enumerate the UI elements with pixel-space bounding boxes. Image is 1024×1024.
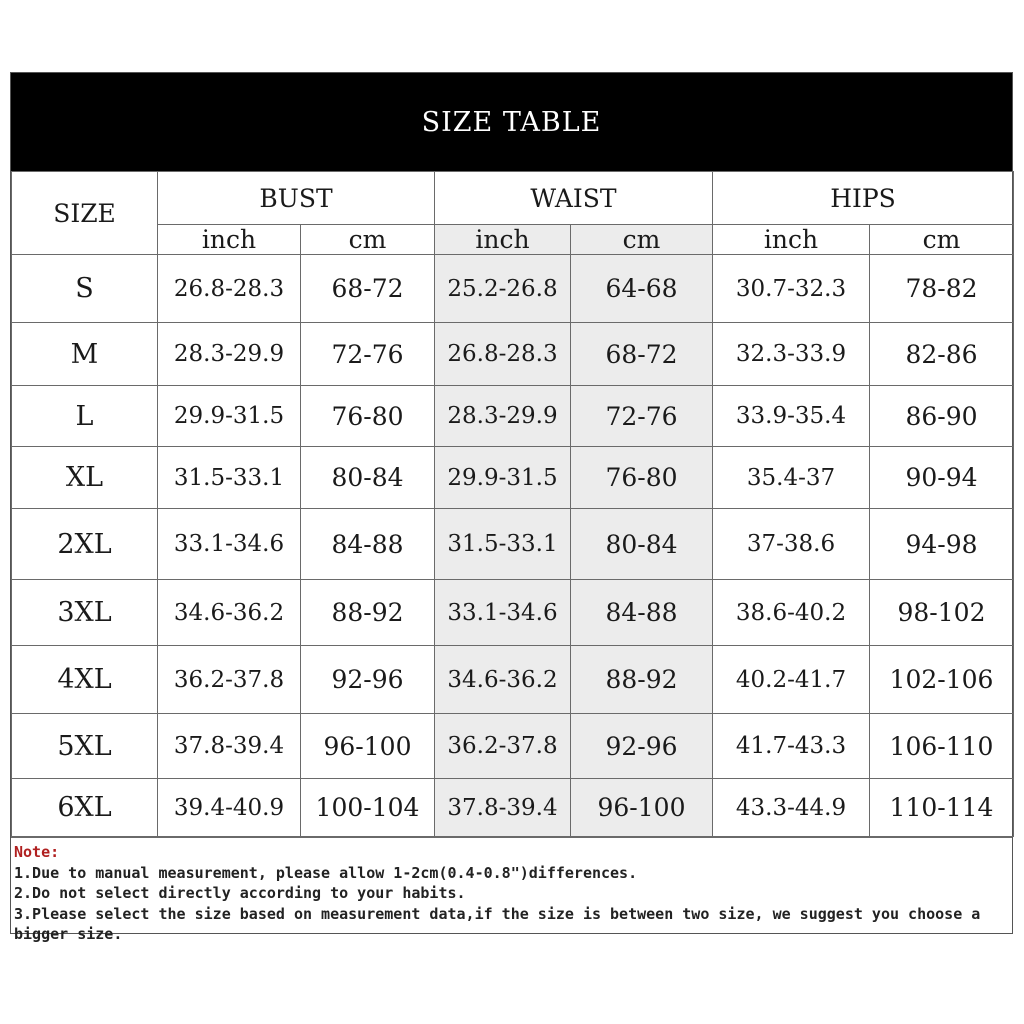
waist-inch-cell: 25.2-26.8	[435, 255, 571, 323]
size-table	[11, 171, 1014, 837]
bust-cm-cell: 88-92	[301, 580, 435, 646]
waist-inch-cell: 28.3-29.9	[435, 386, 571, 447]
waist-inch-cell: 33.1-34.6	[435, 580, 571, 646]
size-cell: 6XL	[12, 779, 158, 837]
waist-cm-cell: 76-80	[571, 447, 713, 509]
waist-inch-cell: 34.6-36.2	[435, 646, 571, 714]
waist-cm-cell: 72-76	[571, 386, 713, 447]
hips-cm-cell: 94-98	[870, 509, 1014, 580]
waist-cm-cell: 64-68	[571, 255, 713, 323]
waist-cm-cell: 80-84	[571, 509, 713, 580]
hips-cm-cell: 98-102	[870, 580, 1014, 646]
size-cell: 3XL	[12, 580, 158, 646]
unit-header-hips-inch: inch	[713, 225, 870, 255]
size-cell: S	[12, 255, 158, 323]
waist-cm-cell: 96-100	[571, 779, 713, 837]
note-line-3: 3.Please select the size based on measurement data,if the size is between two size, we suggest you choose a bigger size.	[14, 904, 990, 943]
table-row	[12, 386, 1014, 447]
table-row	[12, 323, 1014, 386]
table-row	[12, 255, 1014, 323]
hips-inch-cell: 37-38.6	[713, 509, 870, 580]
hips-cm-cell: 110-114	[870, 779, 1014, 837]
table-row	[12, 509, 1014, 580]
hips-cm-cell: 90-94	[870, 447, 1014, 509]
size-cell: 2XL	[12, 509, 158, 580]
table-row	[12, 779, 1014, 837]
table-row	[12, 447, 1014, 509]
hips-inch-cell: 33.9-35.4	[713, 386, 870, 447]
waist-inch-cell: 37.8-39.4	[435, 779, 571, 837]
waist-cm-cell: 84-88	[571, 580, 713, 646]
bust-inch-cell: 37.8-39.4	[158, 714, 301, 779]
note-line-2: 2.Do not select directly according to your habits.	[14, 884, 466, 902]
notes-section	[11, 837, 1012, 943]
bust-inch-cell: 31.5-33.1	[158, 447, 301, 509]
waist-inch-cell: 26.8-28.3	[435, 323, 571, 386]
unit-header-bust-inch: inch	[158, 225, 301, 255]
bust-cm-cell: 96-100	[301, 714, 435, 779]
note-line-1: 1.Due to manual measurement, please allow 1-2cm(0.4-0.8")differences.	[14, 863, 638, 882]
hips-inch-cell: 32.3-33.9	[713, 323, 870, 386]
table-row	[12, 646, 1014, 714]
hips-inch-cell: 38.6-40.2	[713, 580, 870, 646]
bust-cm-cell: 76-80	[301, 386, 435, 447]
size-cell: XL	[12, 447, 158, 509]
bust-inch-cell: 39.4-40.9	[158, 779, 301, 837]
bust-inch-cell: 28.3-29.9	[158, 323, 301, 386]
hips-inch-cell: 41.7-43.3	[713, 714, 870, 779]
waist-cm-cell: 68-72	[571, 323, 713, 386]
table-row	[12, 714, 1014, 779]
waist-inch-cell: 36.2-37.8	[435, 714, 571, 779]
unit-header-waist-inch: inch	[435, 225, 571, 255]
size-chart-frame	[10, 72, 1013, 943]
table-row	[12, 580, 1014, 646]
bust-group-header: BUST	[158, 172, 435, 225]
bust-inch-cell: 29.9-31.5	[158, 386, 301, 447]
bust-inch-cell: 34.6-36.2	[158, 580, 301, 646]
hips-cm-cell: 82-86	[870, 323, 1014, 386]
bust-cm-cell: 100-104	[301, 779, 435, 837]
notes-heading: Note:	[14, 843, 60, 861]
size-column-header: SIZE	[12, 172, 158, 255]
waist-inch-cell: 29.9-31.5	[435, 447, 571, 509]
hips-inch-cell: 35.4-37	[713, 447, 870, 509]
header-group-row	[12, 172, 1014, 225]
bust-cm-cell: 72-76	[301, 323, 435, 386]
hips-cm-cell: 106-110	[870, 714, 1014, 779]
waist-inch-cell: 31.5-33.1	[435, 509, 571, 580]
size-cell: L	[12, 386, 158, 447]
bust-inch-cell: 26.8-28.3	[158, 255, 301, 323]
waist-group-header: WAIST	[435, 172, 713, 225]
hips-group-header: HIPS	[713, 172, 1014, 225]
unit-header-bust-cm: cm	[301, 225, 435, 255]
size-cell: 4XL	[12, 646, 158, 714]
bust-inch-cell: 36.2-37.8	[158, 646, 301, 714]
bust-cm-cell: 84-88	[301, 509, 435, 580]
bust-cm-cell: 92-96	[301, 646, 435, 714]
bust-inch-cell: 33.1-34.6	[158, 509, 301, 580]
size-cell: M	[12, 323, 158, 386]
hips-cm-cell: 86-90	[870, 386, 1014, 447]
header-unit-row	[12, 225, 1014, 255]
hips-inch-cell: 40.2-41.7	[713, 646, 870, 714]
waist-cm-cell: 92-96	[571, 714, 713, 779]
size-table-title: SIZE TABLE	[11, 73, 1012, 171]
bust-cm-cell: 68-72	[301, 255, 435, 323]
hips-cm-cell: 102-106	[870, 646, 1014, 714]
size-table-body	[12, 255, 1014, 837]
waist-cm-cell: 88-92	[571, 646, 713, 714]
size-cell: 5XL	[12, 714, 158, 779]
hips-inch-cell: 30.7-32.3	[713, 255, 870, 323]
unit-header-hips-cm: cm	[870, 225, 1014, 255]
bust-cm-cell: 80-84	[301, 447, 435, 509]
hips-cm-cell: 78-82	[870, 255, 1014, 323]
hips-inch-cell: 43.3-44.9	[713, 779, 870, 837]
unit-header-waist-cm: cm	[571, 225, 713, 255]
